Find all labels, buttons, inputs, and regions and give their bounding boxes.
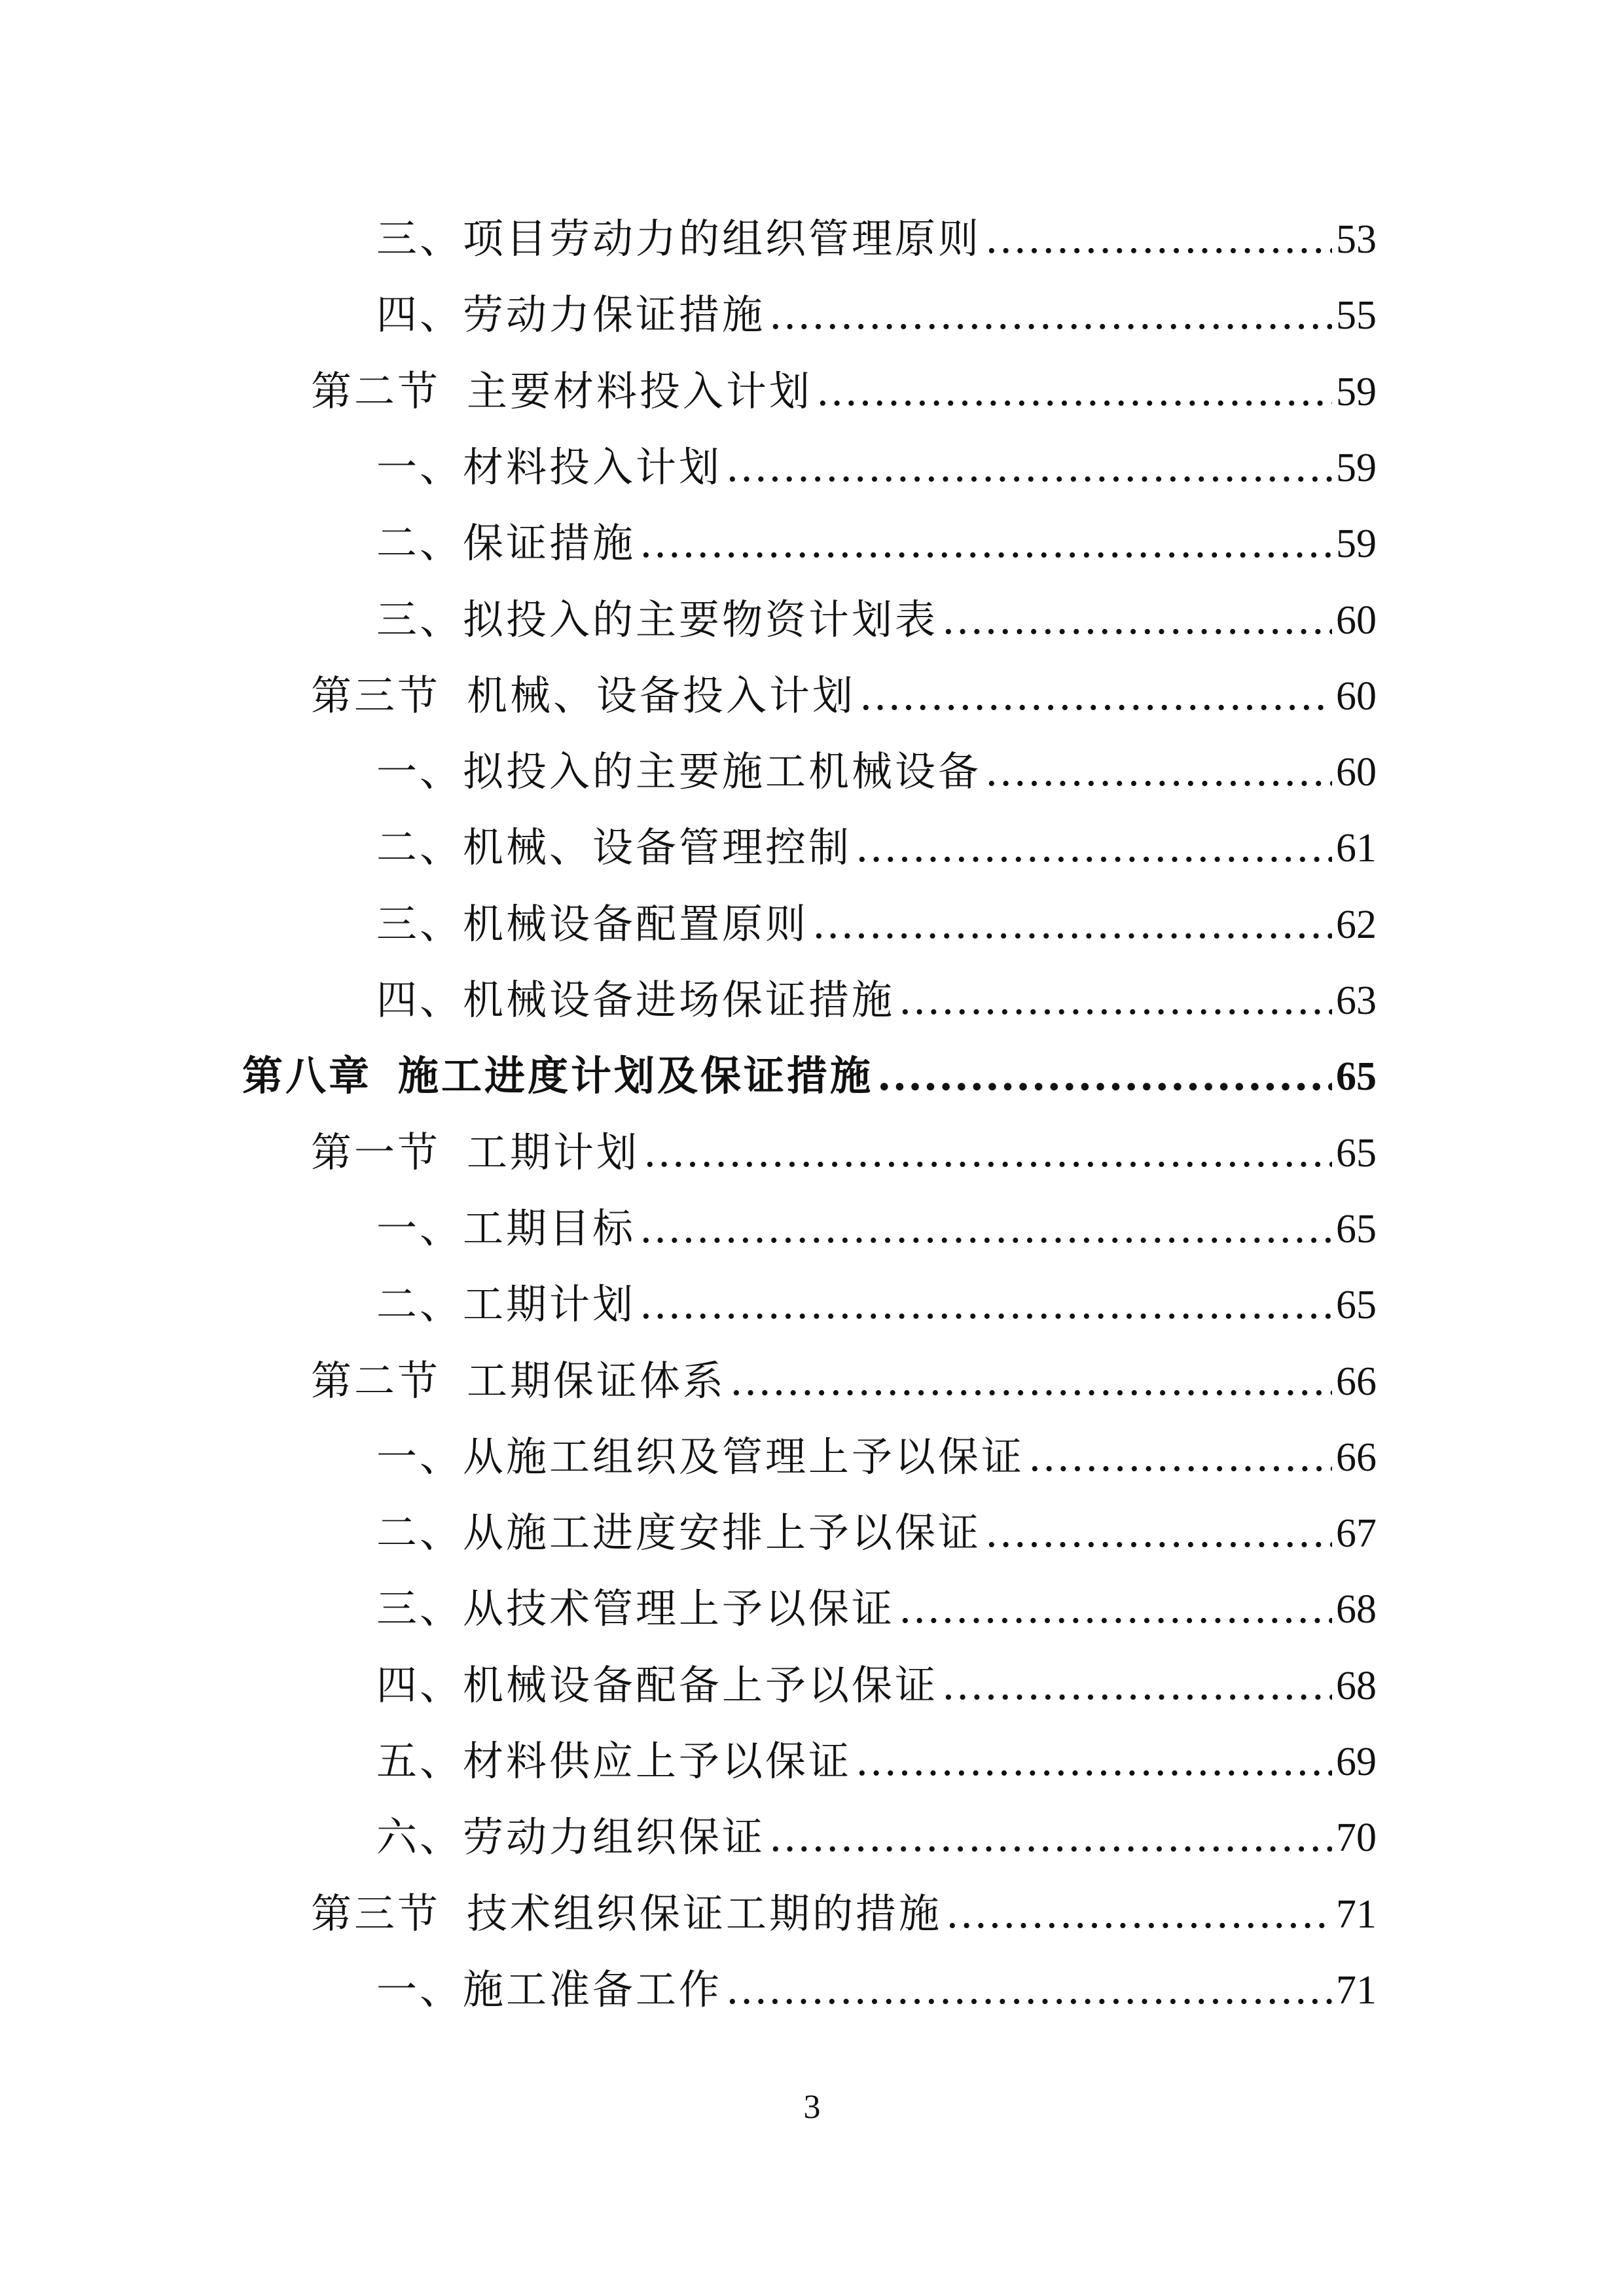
toc-entry-title <box>376 279 765 351</box>
toc-entry-text: 技术组织保证工期的措施 <box>467 1889 943 1937</box>
toc-entry-text: 从技术管理上予以保证 <box>463 1585 895 1633</box>
toc-entry-page: 69 <box>1336 1740 1377 1784</box>
toc-subsection-entry[interactable] <box>376 964 1377 1036</box>
toc-entry-prefix: 四、 <box>376 1660 463 1709</box>
toc-entry-page: 65 <box>1336 1283 1377 1328</box>
toc-leader-dots <box>812 888 1332 960</box>
toc-subsection-entry[interactable] <box>376 1725 1377 1797</box>
toc-leader-dots <box>877 1040 1332 1112</box>
toc-subsection-entry[interactable] <box>376 736 1377 808</box>
toc-section-entry[interactable] <box>311 1117 1377 1189</box>
toc-entry-page: 71 <box>1336 1892 1377 1937</box>
toc-subsection-entry[interactable] <box>376 507 1377 579</box>
toc-entry-title <box>376 1421 1024 1493</box>
toc-entry-text: 劳动力保证措施 <box>463 291 766 339</box>
toc-entry-prefix: 三、 <box>376 215 463 262</box>
toc-entry-text: 工期保证体系 <box>467 1356 727 1405</box>
toc-entry-prefix: 二、 <box>376 1509 463 1557</box>
toc-entry-title <box>376 203 981 275</box>
toc-leader-dots <box>816 355 1332 427</box>
toc-subsection-entry[interactable] <box>376 584 1377 656</box>
toc-leader-dots <box>899 1573 1332 1645</box>
toc-leader-dots <box>769 1801 1332 1873</box>
toc-entry-title <box>376 1725 852 1797</box>
toc-subsection-entry[interactable] <box>376 1497 1377 1569</box>
toc-entry-prefix: 一、 <box>376 1204 463 1252</box>
toc-entry-text: 拟投入的主要物资计划表 <box>463 595 939 643</box>
toc-entry-page: 65 <box>1336 1130 1377 1175</box>
toc-entry-text: 机械、设备投入计划 <box>467 671 856 719</box>
toc-entry-title <box>376 1649 938 1721</box>
toc-entry-text: 工期计划 <box>463 1280 636 1329</box>
toc-entry-text: 劳动力组织保证 <box>463 1813 766 1861</box>
toc-entry-title <box>311 660 856 732</box>
toc-entry-page: 65 <box>1336 1206 1377 1251</box>
toc-entry-page: 60 <box>1336 598 1377 643</box>
toc-entry-text: 保证措施 <box>463 519 636 567</box>
toc-leader-dots <box>985 203 1332 275</box>
toc-entry-prefix: 三、 <box>376 1585 463 1633</box>
toc-entry-title <box>376 584 938 656</box>
toc-entry-prefix: 第一节 <box>311 1128 441 1176</box>
toc-leader-dots <box>856 812 1332 884</box>
toc-entry-prefix: 二、 <box>376 823 463 872</box>
toc-entry-title <box>376 1801 765 1873</box>
toc-entry-title <box>376 1573 895 1645</box>
toc-entry-title <box>376 964 895 1036</box>
toc-entry-text: 施工准备工作 <box>463 1965 723 2013</box>
toc-entry-page: 63 <box>1336 978 1377 1023</box>
toc-subsection-entry[interactable] <box>376 1954 1377 2026</box>
toc-leader-dots <box>640 1268 1332 1340</box>
toc-subsection-entry[interactable] <box>376 1193 1377 1265</box>
toc-entry-title <box>376 1954 722 2026</box>
toc-entry-prefix: 二、 <box>376 1280 463 1329</box>
toc-entry-title <box>376 736 981 808</box>
toc-entry-prefix: 一、 <box>376 1965 463 2013</box>
toc-subsection-entry[interactable] <box>376 888 1377 960</box>
toc-leader-dots <box>942 1649 1332 1721</box>
toc-entry-title <box>376 507 636 579</box>
toc-entry-page: 68 <box>1336 1587 1377 1632</box>
toc-entry-title <box>376 431 722 503</box>
toc-section-entry[interactable] <box>311 355 1377 427</box>
toc-leader-dots <box>726 431 1332 503</box>
toc-entry-title <box>376 888 808 960</box>
toc-entry-prefix: 第二节 <box>311 1356 441 1405</box>
toc-entry-prefix: 第八章 <box>242 1052 372 1100</box>
toc-entry-prefix: 五、 <box>376 1737 463 1785</box>
toc-entry-prefix: 四、 <box>376 976 463 1024</box>
toc-leader-dots <box>985 736 1332 808</box>
toc-entry-page: 59 <box>1336 369 1377 414</box>
toc-section-entry[interactable] <box>311 660 1377 732</box>
toc-entry-prefix: 一、 <box>376 442 463 491</box>
toc-entry-text: 施工进度计划及保证措施 <box>398 1052 874 1100</box>
toc-subsection-entry[interactable] <box>376 812 1377 884</box>
toc-entry-page: 66 <box>1336 1359 1377 1404</box>
toc-subsection-entry[interactable] <box>376 1649 1377 1721</box>
toc-entry-prefix: 第二节 <box>311 367 441 415</box>
toc-leader-dots <box>643 1117 1332 1189</box>
toc-subsection-entry[interactable] <box>376 1421 1377 1493</box>
toc-entry-prefix: 第三节 <box>311 1889 441 1937</box>
toc-entry-text: 从施工组织及管理上予以保证 <box>463 1432 1025 1480</box>
toc-entry-text: 机械设备配置原则 <box>463 899 809 948</box>
toc-section-entry[interactable] <box>311 1345 1377 1417</box>
toc-leader-dots <box>726 1954 1332 2026</box>
toc-entry-page: 71 <box>1336 1967 1377 2013</box>
toc-entry-page: 70 <box>1336 1816 1377 1861</box>
toc-entry-title <box>311 1345 726 1417</box>
toc-entry-page: 55 <box>1336 293 1377 338</box>
toc-entry-page: 68 <box>1336 1663 1377 1708</box>
toc-subsection-entry[interactable] <box>376 203 1377 275</box>
page-number: 3 <box>803 2089 821 2126</box>
toc-entry-text: 机械、设备管理控制 <box>463 823 852 872</box>
toc-entry-prefix: 一、 <box>376 1432 463 1480</box>
toc-entry-title <box>242 1040 873 1112</box>
toc-entry-title <box>376 1268 636 1340</box>
toc-entry-page: 59 <box>1336 445 1377 490</box>
toc-entry-page: 60 <box>1336 750 1377 795</box>
toc-leader-dots <box>985 1497 1332 1569</box>
toc-leader-dots <box>730 1345 1332 1417</box>
toc-entry-prefix: 三、 <box>376 899 463 948</box>
toc-entry-page: 60 <box>1336 673 1377 719</box>
toc-entry-page: 61 <box>1336 826 1377 871</box>
toc-entry-title <box>376 1193 636 1265</box>
toc-entry-text: 材料供应上予以保证 <box>463 1737 852 1785</box>
toc-entry-text: 项目劳动力的组织管理原则 <box>463 215 982 262</box>
toc-entry-title <box>311 1878 942 1950</box>
toc-entry-page: 67 <box>1336 1511 1377 1556</box>
toc-entry-text: 主要材料投入计划 <box>467 367 813 415</box>
toc-subsection-entry[interactable] <box>376 1268 1377 1340</box>
toc-entry-page: 62 <box>1336 902 1377 947</box>
toc-leader-dots <box>946 1878 1332 1950</box>
toc-leader-dots <box>769 279 1332 351</box>
toc-subsection-entry[interactable] <box>376 1801 1377 1873</box>
toc-entry-page: 66 <box>1336 1435 1377 1480</box>
toc-leader-dots <box>1028 1421 1332 1493</box>
toc-entry-text: 机械设备配备上予以保证 <box>463 1660 939 1709</box>
toc-section-entry[interactable] <box>311 1878 1377 1950</box>
toc-entry-prefix: 二、 <box>376 519 463 567</box>
toc-chapter-entry[interactable] <box>242 1040 1377 1112</box>
toc-leader-dots <box>859 660 1332 732</box>
toc-entry-text: 拟投入的主要施工机械设备 <box>463 747 982 796</box>
toc-entry-text: 工期目标 <box>463 1204 636 1252</box>
toc-entry-text: 材料投入计划 <box>463 442 723 491</box>
toc-leader-dots <box>942 584 1332 656</box>
toc-leader-dots <box>856 1725 1332 1797</box>
toc-leader-dots <box>640 1193 1332 1265</box>
toc-entry-text: 从施工进度安排上予以保证 <box>463 1509 982 1557</box>
toc-entry-page: 59 <box>1336 522 1377 567</box>
toc-subsection-entry[interactable] <box>376 279 1377 351</box>
toc-entry-text: 机械设备进场保证措施 <box>463 976 895 1024</box>
toc-entry-prefix: 一、 <box>376 747 463 796</box>
toc-entry-text: 工期计划 <box>467 1128 640 1176</box>
toc-entry-prefix: 四、 <box>376 291 463 339</box>
toc-entry-title <box>311 355 812 427</box>
toc-subsection-entry[interactable] <box>376 1573 1377 1645</box>
toc-entry-prefix: 第三节 <box>311 671 441 719</box>
toc-leader-dots <box>640 507 1332 579</box>
toc-subsection-entry[interactable] <box>376 431 1377 503</box>
toc-entry-page: 65 <box>1336 1054 1377 1100</box>
toc-leader-dots <box>899 964 1332 1036</box>
toc-entry-title <box>376 1497 981 1569</box>
toc-entry-page: 53 <box>1336 217 1377 262</box>
toc-entry-prefix: 三、 <box>376 595 463 643</box>
toc-entry-prefix: 六、 <box>376 1813 463 1861</box>
toc-entry-title <box>376 812 852 884</box>
toc-entry-title <box>311 1117 640 1189</box>
